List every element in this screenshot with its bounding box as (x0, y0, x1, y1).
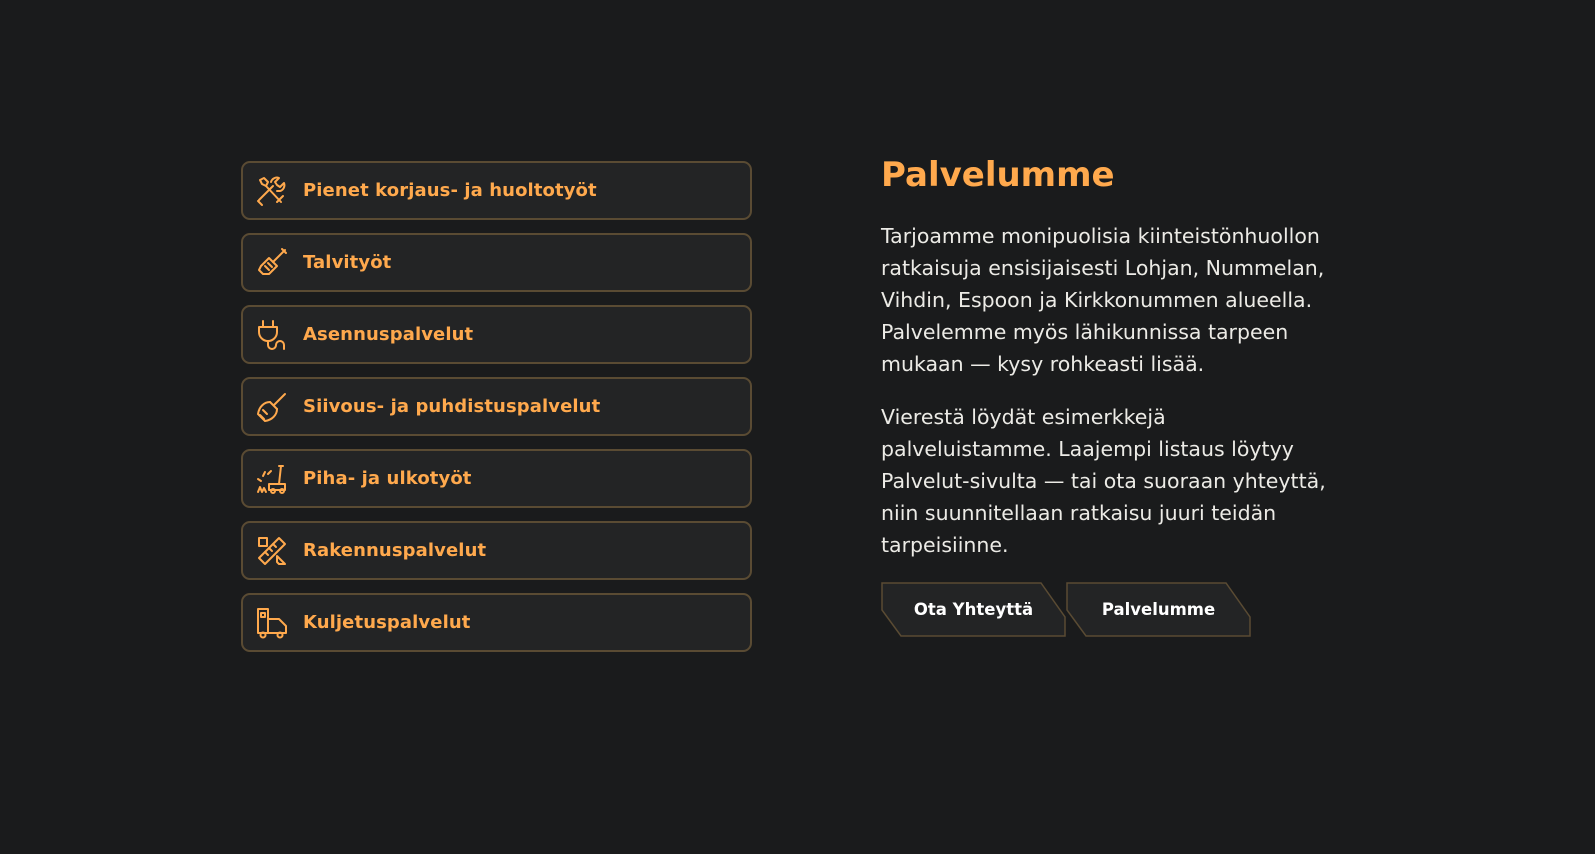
intro-paragraph: Tarjoamme monipuolisia kiinteistönhuollon ratkaisuja ensisijaisesti Lohjan, Nummelan, Vihdin, Espoon ja Kirkkonummen alueella. Palvelemme myös lähikunnissa tarpeen mukaan — kysy rohkeasti lisää. (881, 224, 1325, 376)
action-buttons (881, 582, 1331, 637)
service-label: Pienet korjaus- ja huoltotyöt (303, 180, 597, 201)
service-item-transport[interactable] (241, 593, 752, 652)
plug-icon (255, 318, 289, 352)
service-item-winter[interactable] (241, 233, 752, 292)
intro-paragraph: Vierestä löydät esimerkkejä palveluistamme. Laajempi listaus löytyy Palvelut-sivulta — tai ota suoraan yhteyttä, niin suunnitellaan ratkaisu juuri teidän tarpeisiinne. (881, 405, 1326, 557)
service-item-repairs[interactable] (241, 161, 752, 220)
service-label: Asennuspalvelut (303, 324, 474, 345)
service-item-yard[interactable] (241, 449, 752, 508)
service-label: Siivous- ja puhdistuspalvelut (303, 396, 601, 417)
tools-icon (255, 174, 289, 208)
truck-icon (255, 606, 289, 640)
service-item-cleaning[interactable] (241, 377, 752, 436)
service-label: Talvityöt (303, 252, 392, 273)
service-label: Rakennuspalvelut (303, 540, 487, 561)
services-button[interactable] (1066, 582, 1251, 637)
services-list (241, 161, 752, 652)
snow-shovel-icon (255, 246, 289, 280)
service-item-construction[interactable] (241, 521, 752, 580)
services-button-label: Palvelumme (1101, 600, 1216, 619)
broom-icon (255, 390, 289, 424)
contact-button-label: Ota Yhteyttä (913, 600, 1034, 619)
intro-section (881, 150, 1331, 637)
ruler-pencil-icon (255, 534, 289, 568)
lawn-mower-icon (255, 462, 289, 496)
service-label: Kuljetuspalvelut (303, 612, 471, 633)
service-item-installation[interactable] (241, 305, 752, 364)
section-title: Palvelumme (881, 155, 1115, 195)
service-label: Piha- ja ulkotyöt (303, 468, 472, 489)
contact-button[interactable] (881, 582, 1066, 637)
